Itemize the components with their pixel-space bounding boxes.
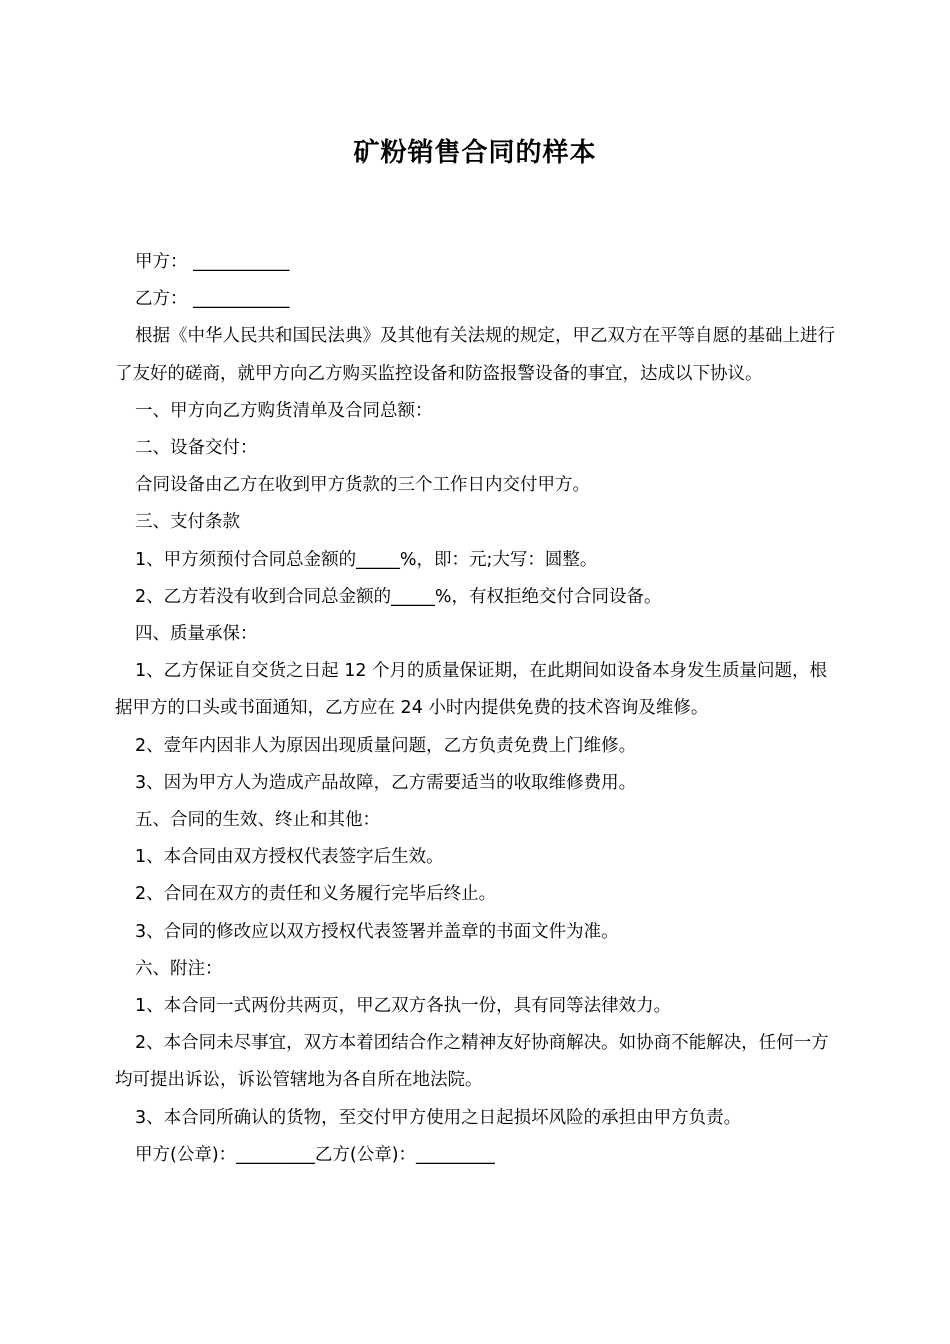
payment-clause-2: 2、乙方若没有收到合同总金额的_____%，有权拒绝交付合同设备。 [135,586,662,607]
document-body [115,244,837,1174]
signature-line: 甲方(公章)：_________乙方(公章)：_________ [135,1144,495,1165]
section-2-heading: 二、设备交付： [135,438,258,459]
preamble-paragraph: 根据《中华人民共和国民法典》及其他有关法规的规定，甲乙双方在平等自愿的基础上进行了友好的磋商，就甲方向乙方购买监控设备和防盗报警设备的事宜，达成以下协议。 [115,326,835,384]
warranty-clause-2: 2、壹年内因非人为原因出现质量问题，乙方负责免费上门维修。 [135,735,637,756]
party-b-line: 乙方： ___________ [135,289,290,310]
note-clause-3: 3、本合同所确认的货物，至交付甲方使用之日起损坏风险的承担由甲方负责。 [135,1107,742,1128]
document-title: 矿粉销售合同的样本 [353,138,597,168]
effect-clause-1: 1、本合同由双方授权代表签字后生效。 [135,847,444,868]
section-5-heading: 五、合同的生效、终止和其他： [135,810,380,831]
effect-clause-3: 3、合同的修改应以双方授权代表签署并盖章的书面文件为准。 [135,921,619,942]
payment-clause-1: 1、甲方须预付合同总金额的_____%，即：元;大写：圆整。 [135,549,598,570]
section-3-heading: 三、支付条款 [135,512,240,533]
section-6-heading: 六、附注： [135,958,223,979]
section-4-heading: 四、质量承保： [135,624,258,645]
effect-clause-2: 2、合同在双方的责任和义务履行完毕后终止。 [135,884,497,905]
note-clause-1: 1、本合同一式两份共两页，甲乙双方各执一份，具有同等法律效力。 [135,996,672,1017]
delivery-paragraph: 合同设备由乙方在收到甲方货款的三个工作日内交付甲方。 [135,475,590,496]
party-a-line: 甲方： ___________ [135,252,290,272]
section-1-heading: 一、甲方向乙方购货清单及合同总额： [135,400,433,421]
warranty-clause-1: 1、乙方保证自交货之日起 12 个月的质量保证期，在此期间如设备本身发生质量问题，根据甲方的口头或书面通知，乙方应在 24 小时内提供免费的技术咨询及维修。 [115,661,828,719]
note-clause-2: 2、本合同未尽事宜，双方本着团结合作之精神友好协商解决。如协商不能解决，任何一方均可提出诉讼，诉讼管辖地为各自所在地法院。 [115,1033,829,1091]
warranty-clause-3: 3、因为甲方人为造成产品故障，乙方需要适当的收取维修费用。 [135,772,637,793]
